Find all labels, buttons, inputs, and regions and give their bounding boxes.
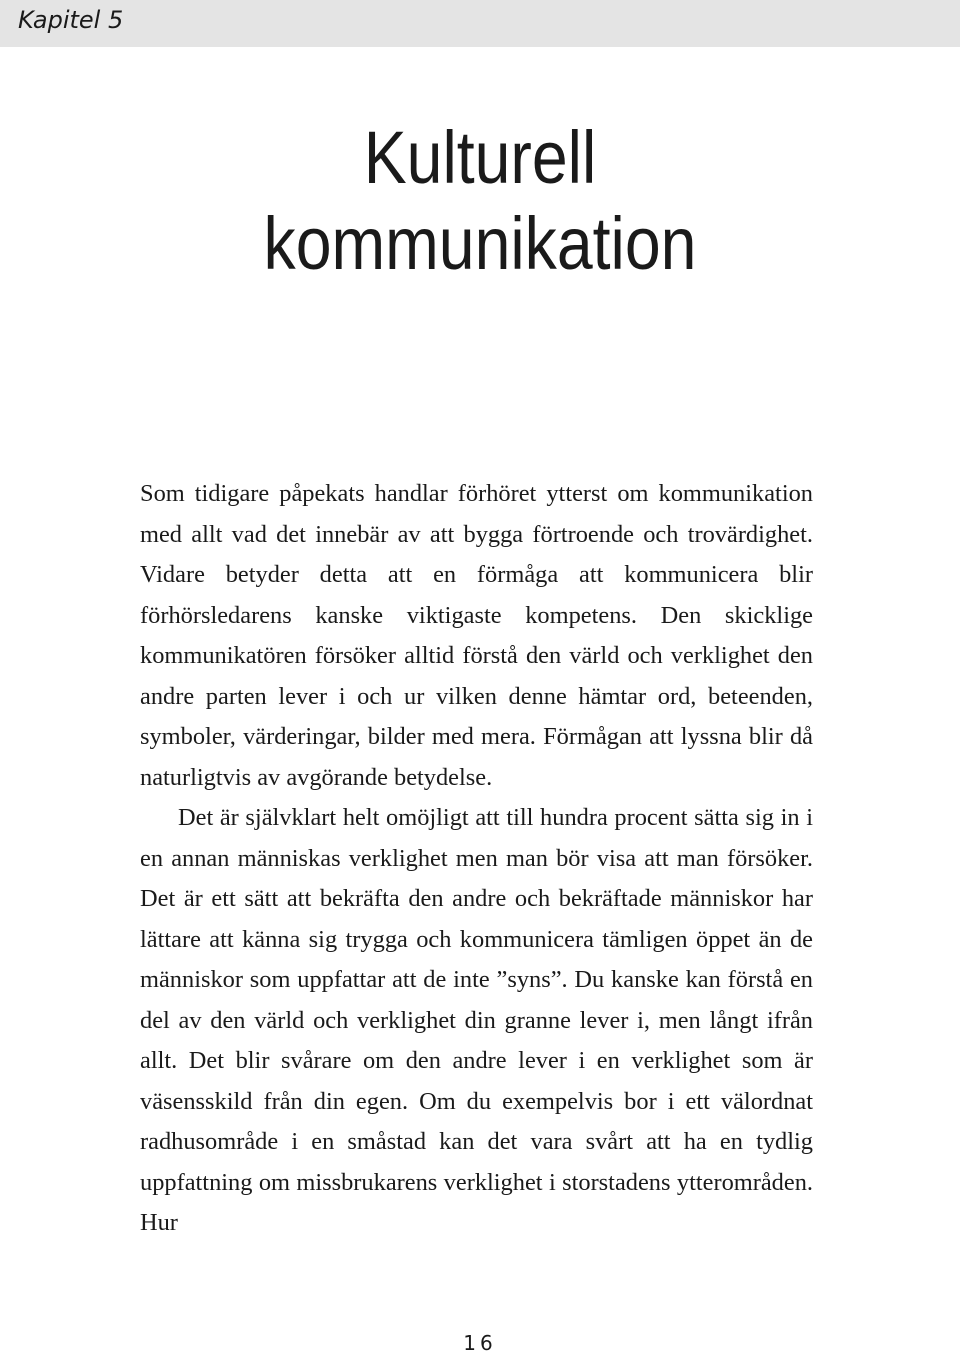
chapter-title	[62, 115, 897, 287]
chapter-label: Kapitel 5	[18, 6, 124, 34]
body-text	[140, 474, 813, 1244]
chapter-title-line-2: kommunikation	[263, 202, 697, 285]
page-number: 16	[463, 1331, 497, 1355]
chapter-header-bar	[0, 0, 960, 47]
paragraph-1: Som tidigare påpekats handlar förhöret ytterst om kommunikation med allt vad det innebär av att bygga förtroende och trovärdighet. Vidare betyder detta att en förmåga att kommunicera blir förhörsledarens kanske viktigaste kompetens. Den skicklige kommunikatören försöker alltid förstå den värld och verklighet den andre parten lever i och ur vilken denne hämtar ord, beteenden, symboler, värderingar, bilder med mera. Förmågan att lyssna blir då naturligtvis av avgörande betydelse.	[140, 480, 813, 791]
chapter-title-line-1: Kulturell	[363, 116, 597, 199]
paragraph-2: Det är självklart helt omöjligt att till hundra procent sätta sig in i en annan människas verklighet men man bör visa att man försöker. Det är ett sätt att bekräfta den andre och bekräftade människor har lättare att känna sig trygga och kommunicera tämligen öppet än de människor som uppfattar att de inte ”syns”. Du kanske kan förstå en del av den värld och verklighet din granne lever i, men långt ifrån allt. Det blir svårare om den andre lever i en verklighet som är väsensskild från din egen. Om du exempelvis bor i ett välordnat radhusområde i en småstad kan det vara svårt att ha en tydlig uppfattning om missbrukarens verklighet i storstadens ytterområden. Hur	[140, 804, 813, 1236]
